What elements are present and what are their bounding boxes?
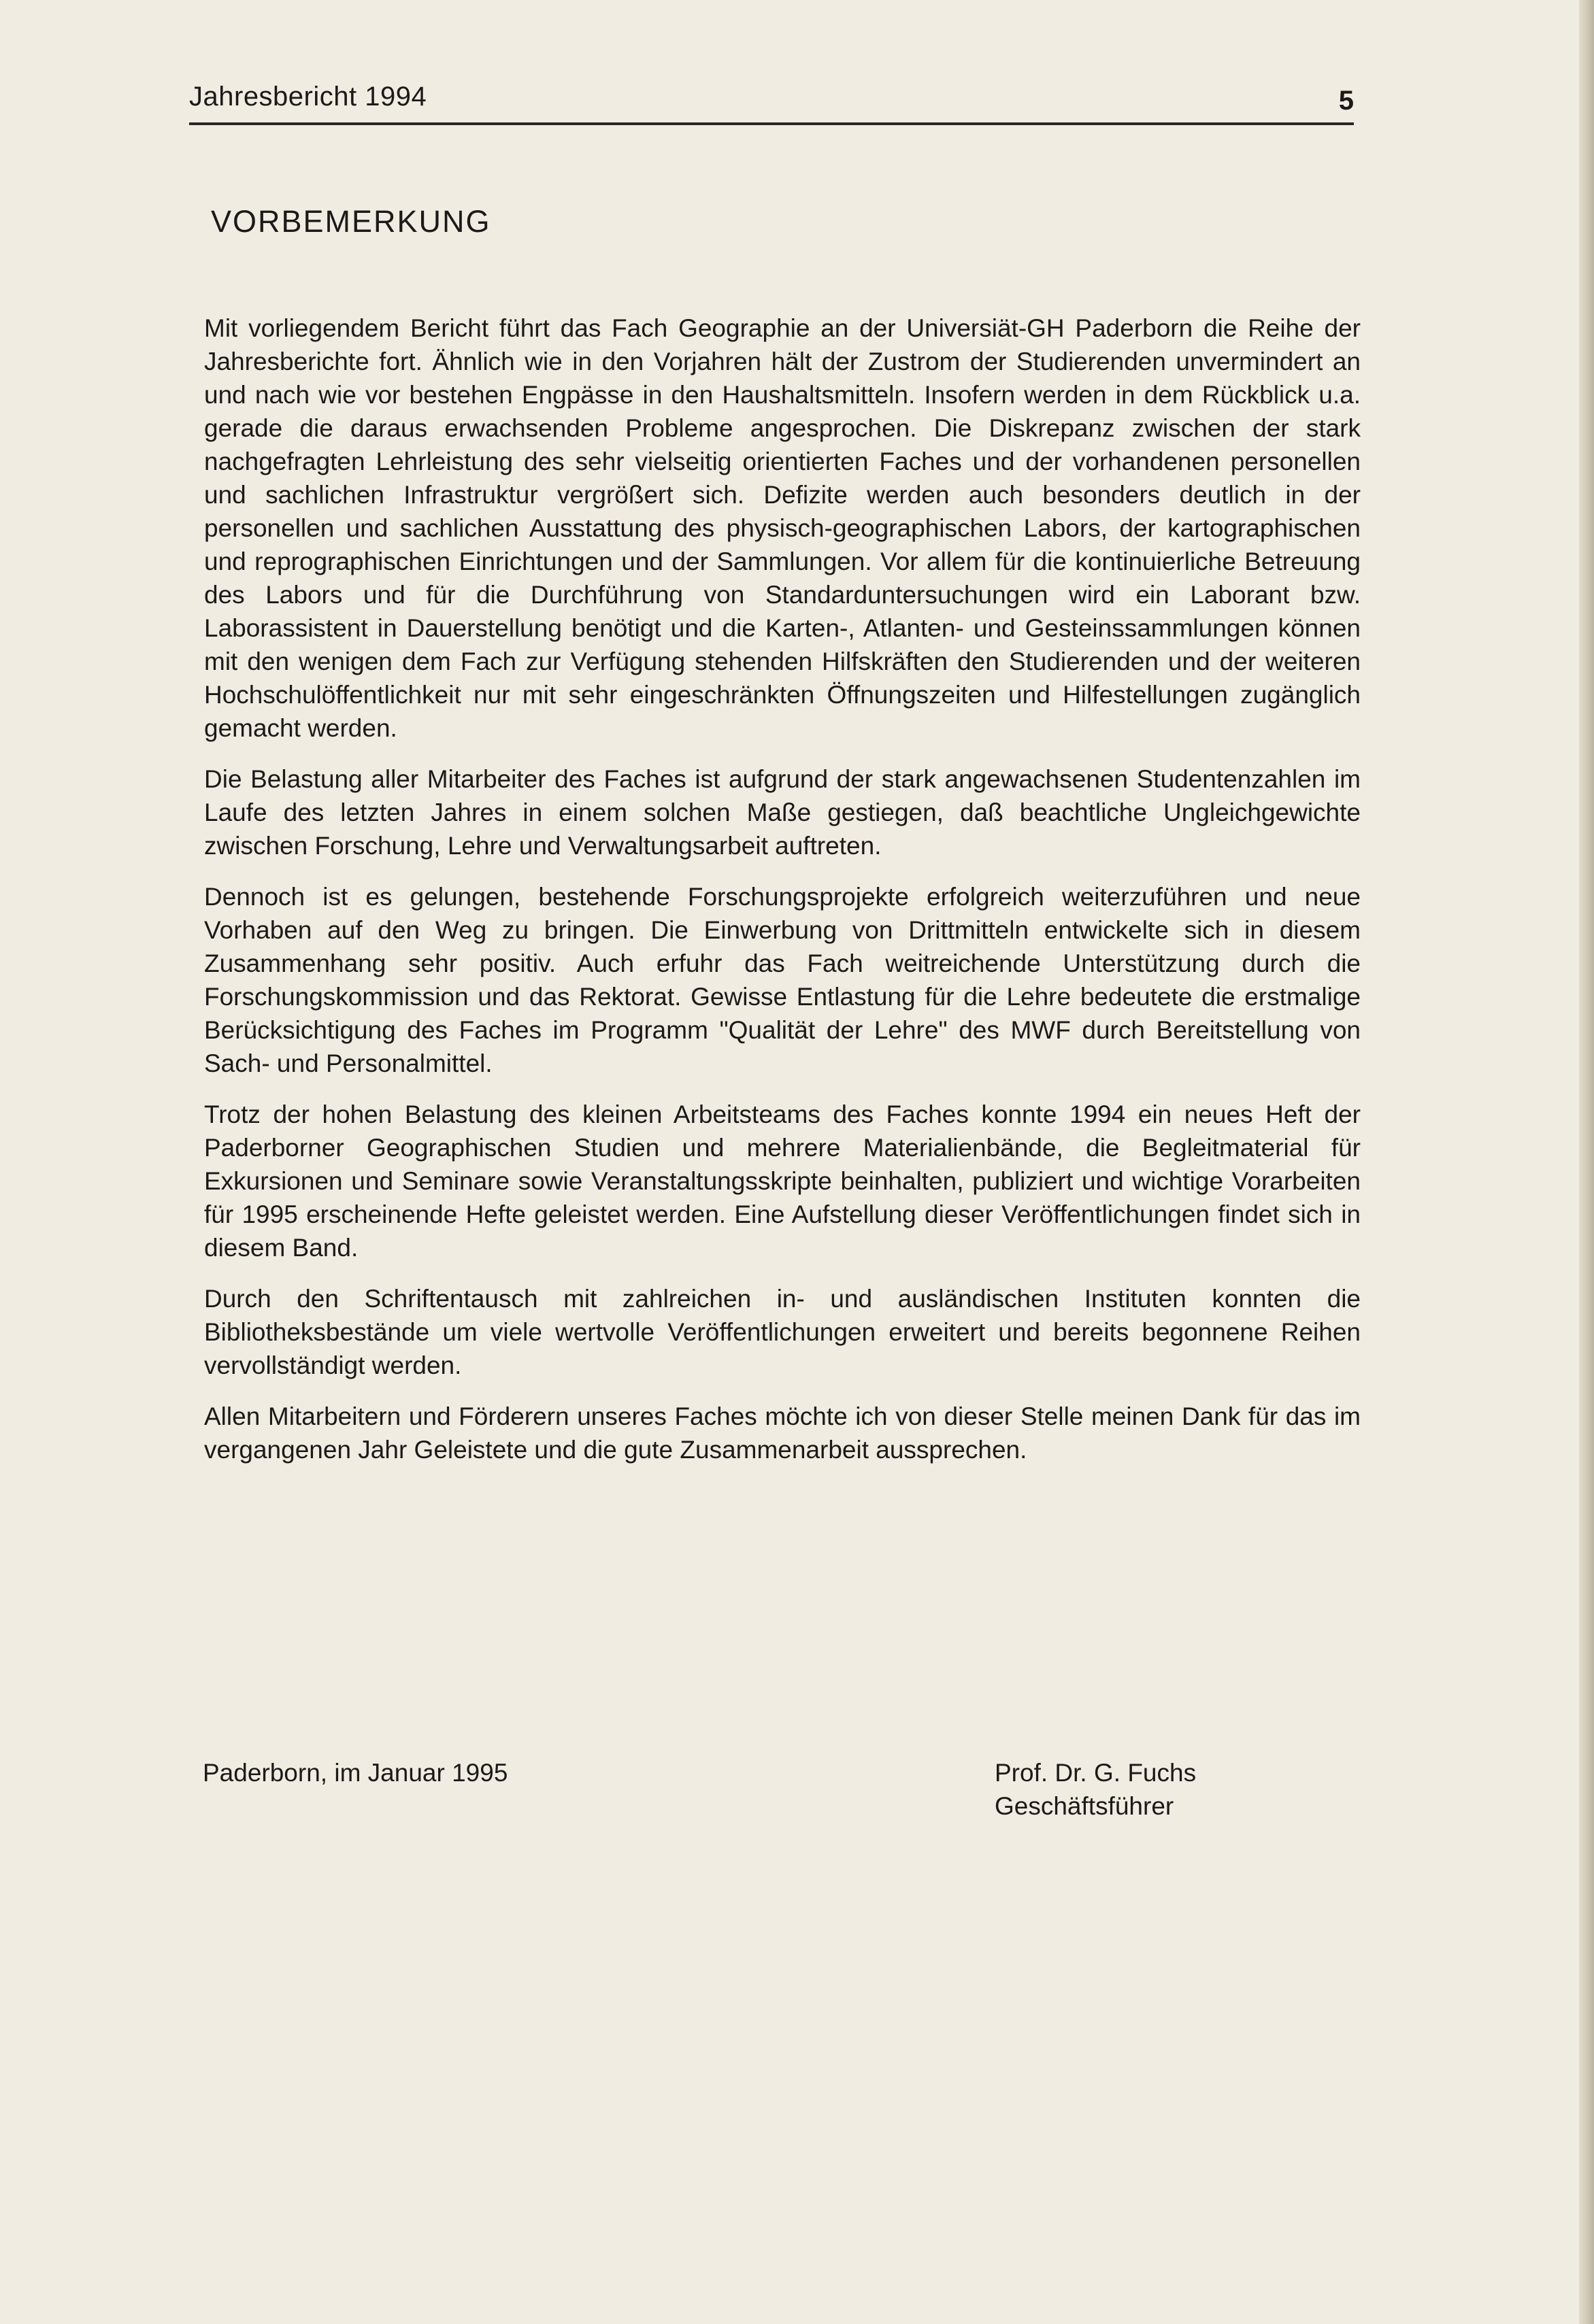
signature-block bbox=[995, 1756, 1196, 1823]
running-header bbox=[189, 82, 1354, 129]
paragraph-5: Durch den Schriftentausch mit zahlreichen in- und ausländischen Instituten konnten die Bibliotheksbestände um viele wertvolle Veröffentlichungen erweitert und bereits begonnene Reihen vervollständigt werden. bbox=[204, 1285, 1361, 1379]
section-title: VORBEMERKUNG bbox=[211, 204, 491, 239]
author-name: Prof. Dr. G. Fuchs bbox=[995, 1759, 1197, 1787]
page-number: 5 bbox=[1338, 86, 1354, 116]
paragraph-1: Mit vorliegendem Bericht führt das Fach Geographie an der Universiät-GH Paderborn die Reihe der Jahresberichte fort. Ähnlich wie in den Vorjahren hält der Zustrom der Studierenden unvermindert an und nach wie vor bestehen Engpässe in den Haushaltsmitteln. Insofern werden in dem Rückblick u.a. gerade die daraus erwachsenden Probleme angesprochen. Die Diskrepanz zwischen der stark nachgefragten Lehrleistung des sehr vielseitig orientierten Faches und der vorhandenen personellen und sachlichen Infrastruktur vergrößert sich. Defizite werden auch besonders deutlich in der personellen und sachlichen Ausstattung des physisch-geographischen Labors, der kartographischen und reprographischen Einrichtungen und der Sammlungen. Vor allem für die kontinuierliche Betreuung des Labors und für die Durchführung von Standarduntersuchungen wird ein Laborant bzw. Laborassistent in Dauerstellung benötigt und die Karten-, Atlanten- und Gesteinssammlungen können mit den wenigen dem Fach zur Verfügung stehenden Hilfskräften den Studierenden und der weiteren Hochschulöffentlichkeit nur mit sehr eingeschränkten Öffnungszeiten und Hilfestellungen zugänglich gemacht werden. bbox=[204, 314, 1361, 742]
paragraph-2: Die Belastung aller Mitarbeiter des Faches ist aufgrund der stark angewachsenen Studentenzahlen im Laufe des letzten Jahres in einem solchen Maße gestiegen, daß beachtliche Ungleichgewichte zwischen Forschung, Lehre und Verwaltungsarbeit auftreten. bbox=[204, 765, 1361, 860]
header-title: Jahresbericht 1994 bbox=[189, 82, 427, 112]
paragraph-4: Trotz der hohen Belastung des kleinen Arbeitsteams des Faches konnte 1994 ein neues Heft der Paderborner Geographischen Studien und mehrere Materialienbände, die Begleitmaterial für Exkursionen und Seminare sowie Veranstaltungsskripte beinhalten, publiziert und wichtige Vorarbeiten für 1995 erscheinende Hefte geleistet werden. Eine Aufstellung dieser Veröffentlichungen findet sich in diesem Band. bbox=[204, 1100, 1361, 1262]
place-date: Paderborn, im Januar 1995 bbox=[203, 1759, 508, 1787]
page-edge bbox=[1579, 0, 1594, 2324]
paragraph-6: Allen Mitarbeitern und Förderern unseres Faches möchte ich von dieser Stelle meinen Dank für das im vergangenen Jahr Geleistete und die gute Zusammenarbeit aussprechen. bbox=[204, 1402, 1361, 1464]
author-role: Geschäftsführer bbox=[995, 1792, 1174, 1820]
body-text bbox=[204, 311, 1361, 1484]
paragraph-3: Dennoch ist es gelungen, bestehende Forschungsprojekte erfolgreich weiterzuführen und neue Vorhaben auf den Weg zu bringen. Die Einwerbung von Drittmitteln entwickelte sich in diesem Zusammenhang sehr positiv. Auch erfuhr das Fach weitreichende Unterstützung durch die Forschungskommission und das Rektorat. Gewisse Entlastung für die Lehre bedeutete die erstmalige Berücksichtigung des Faches im Programm "Qualität der Lehre" des MWF durch Bereitstellung von Sach- und Personalmittel. bbox=[204, 883, 1361, 1077]
header-rule bbox=[189, 122, 1354, 125]
